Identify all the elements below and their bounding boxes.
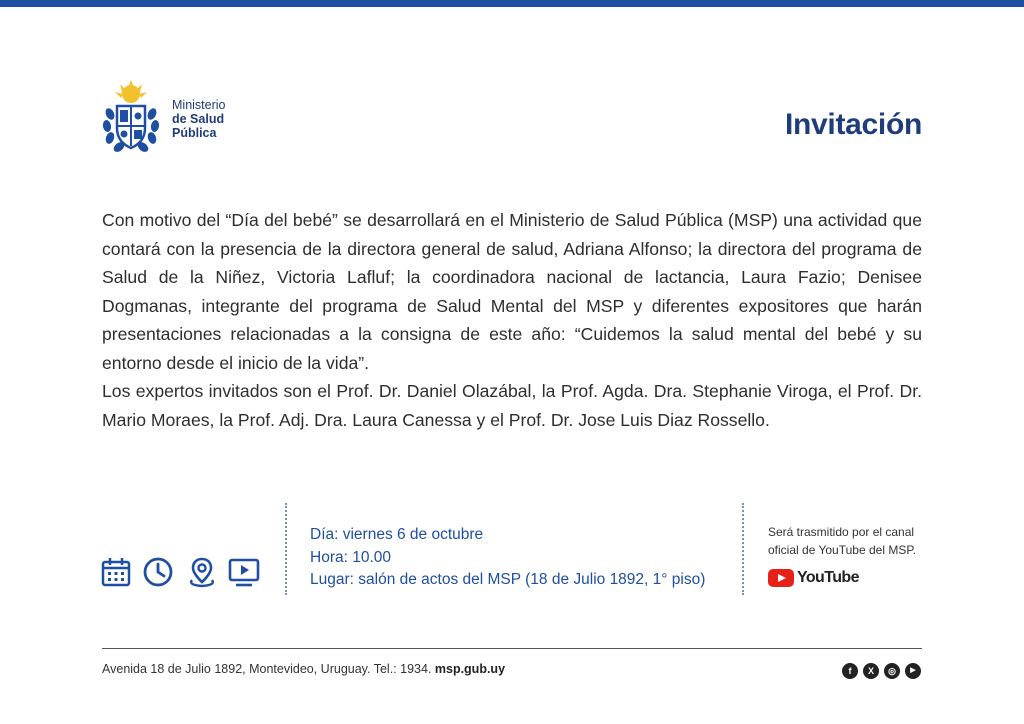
footer-address: Avenida 18 de Julio 1892, Montevideo, Uruguay. Tel.: 1934. bbox=[102, 662, 435, 676]
social-links bbox=[842, 663, 922, 679]
broadcast-note bbox=[768, 524, 938, 559]
calendar-icon bbox=[100, 556, 132, 588]
msp-logo bbox=[100, 80, 280, 158]
top-accent-bar bbox=[0, 0, 1024, 7]
logo-wordmark bbox=[172, 98, 226, 140]
coat-of-arms-icon bbox=[100, 80, 162, 158]
event-time: Hora: 10.00 bbox=[310, 548, 391, 566]
clock-icon bbox=[142, 556, 174, 588]
youtube-wordmark: YouTube bbox=[797, 569, 859, 586]
logo-line-3: Pública bbox=[172, 126, 217, 140]
logo-line-2: de Salud bbox=[172, 112, 225, 126]
page-title: Invitación bbox=[784, 108, 922, 141]
body-paragraph-1: Con motivo del “Día del bebé” se desarrollará en el Ministerio de Salud Pública (MSP) una actividad que contará con la presencia de la directora general de salud, Adriana Alfonso; la directora del programa de Salud de la Niñez, Victoria Lafluf; la coordinadora nacional de lactancia, Laura Fazio; Denisee Dogmanas, integrante del programa de Salud Mental del MSP y diferentes expositores que harán presentaciones relacionadas a la consigna de este año: “Cuidemos la salud mental del bebé y su entorno desde el inicio de la vida”. bbox=[102, 210, 922, 373]
invitation-body bbox=[102, 206, 922, 434]
video-play-icon bbox=[228, 556, 260, 588]
dotted-divider-left bbox=[285, 503, 287, 595]
event-icons bbox=[100, 556, 265, 590]
footer bbox=[102, 662, 505, 676]
dotted-divider-right bbox=[742, 503, 744, 595]
broadcast-line-1: Será trasmitido por el canal bbox=[768, 525, 915, 539]
location-pin-icon bbox=[186, 556, 218, 588]
broadcast-line-2: oficial de YouTube del MSP. bbox=[768, 542, 917, 557]
youtube-logo[interactable] bbox=[768, 568, 858, 588]
facebook-icon[interactable]: f bbox=[842, 663, 858, 679]
body-paragraph-2: Los expertos invitados son el Prof. Dr. Daniel Olazábal, la Prof. Agda. Dra. Stephanie Viroga, el Prof. Dr. Mario Moraes, la Prof. Adj. Dra. Laura Canessa y el Prof. Dr. Jose Luis Diaz Rossello. bbox=[102, 381, 922, 430]
x-icon[interactable]: X bbox=[863, 663, 879, 679]
event-place: Lugar: salón de actos del MSP (18 de Julio 1892, 1° piso) bbox=[310, 571, 706, 588]
event-day: Día: viernes 6 de octubre bbox=[310, 526, 484, 543]
youtube-icon[interactable]: ▶ bbox=[905, 663, 921, 679]
event-details bbox=[310, 524, 705, 592]
instagram-icon[interactable]: ◎ bbox=[884, 663, 900, 679]
footer-divider bbox=[102, 648, 922, 649]
logo-line-1: Ministerio bbox=[172, 98, 226, 112]
footer-website-link[interactable]: msp.gub.uy bbox=[434, 662, 506, 676]
youtube-play-icon bbox=[768, 569, 794, 587]
